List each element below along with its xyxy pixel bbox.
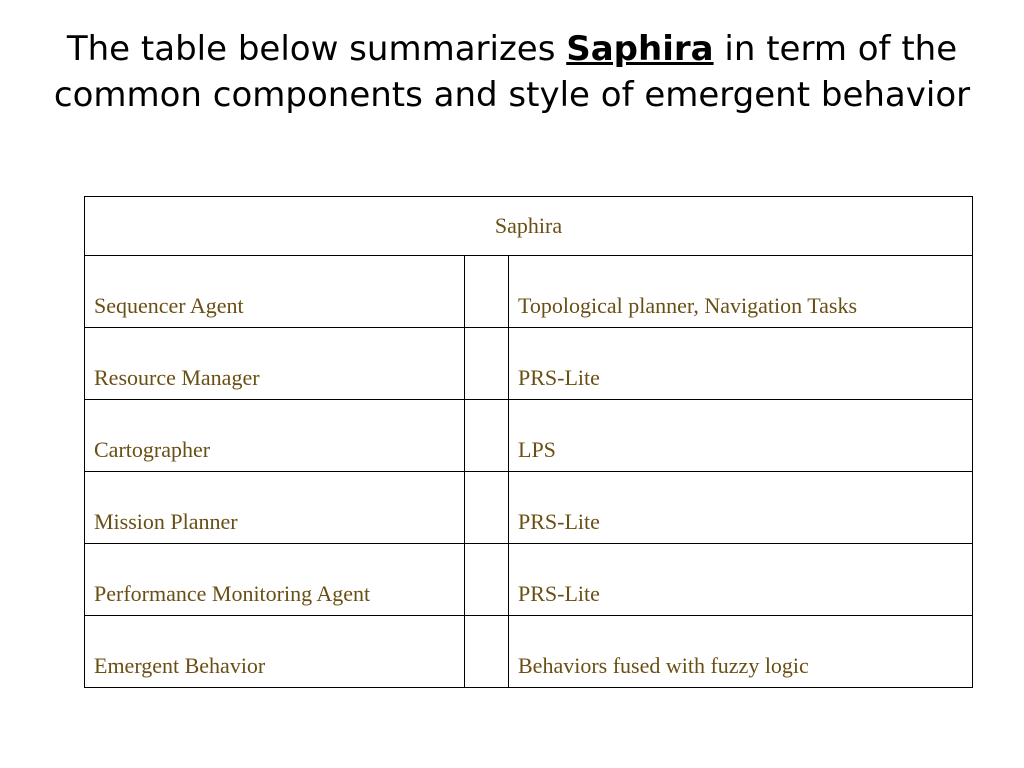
value-cell: PRS-Lite [509, 328, 973, 400]
empty-cell [465, 400, 509, 472]
title-suffix: in term of the common components and style of emergent behavior [53, 29, 971, 115]
table-header: Saphira [85, 197, 973, 256]
empty-cell [465, 616, 509, 688]
component-cell: Resource Manager [85, 328, 465, 400]
component-cell: Cartographer [85, 400, 465, 472]
empty-cell [465, 472, 509, 544]
title-prefix: The table below summarizes [66, 29, 567, 69]
empty-cell [465, 256, 509, 328]
summary-table [84, 196, 973, 688]
value-cell: LPS [509, 400, 973, 472]
title-emphasis: Saphira [566, 29, 714, 69]
value-cell: Topological planner, Navigation Tasks [509, 256, 973, 328]
table-row [85, 256, 973, 328]
table-row [85, 544, 973, 616]
empty-cell [465, 544, 509, 616]
empty-cell [465, 328, 509, 400]
table-row [85, 472, 973, 544]
table-row [85, 400, 973, 472]
slide-title [40, 26, 984, 118]
value-cell: PRS-Lite [509, 472, 973, 544]
component-cell: Performance Monitoring Agent [85, 544, 465, 616]
value-cell: Behaviors fused with fuzzy logic [509, 616, 973, 688]
table-row [85, 328, 973, 400]
value-cell: PRS-Lite [509, 544, 973, 616]
component-cell: Sequencer Agent [85, 256, 465, 328]
table-header-row [85, 197, 973, 256]
table-row [85, 616, 973, 688]
component-cell: Mission Planner [85, 472, 465, 544]
component-cell: Emergent Behavior [85, 616, 465, 688]
